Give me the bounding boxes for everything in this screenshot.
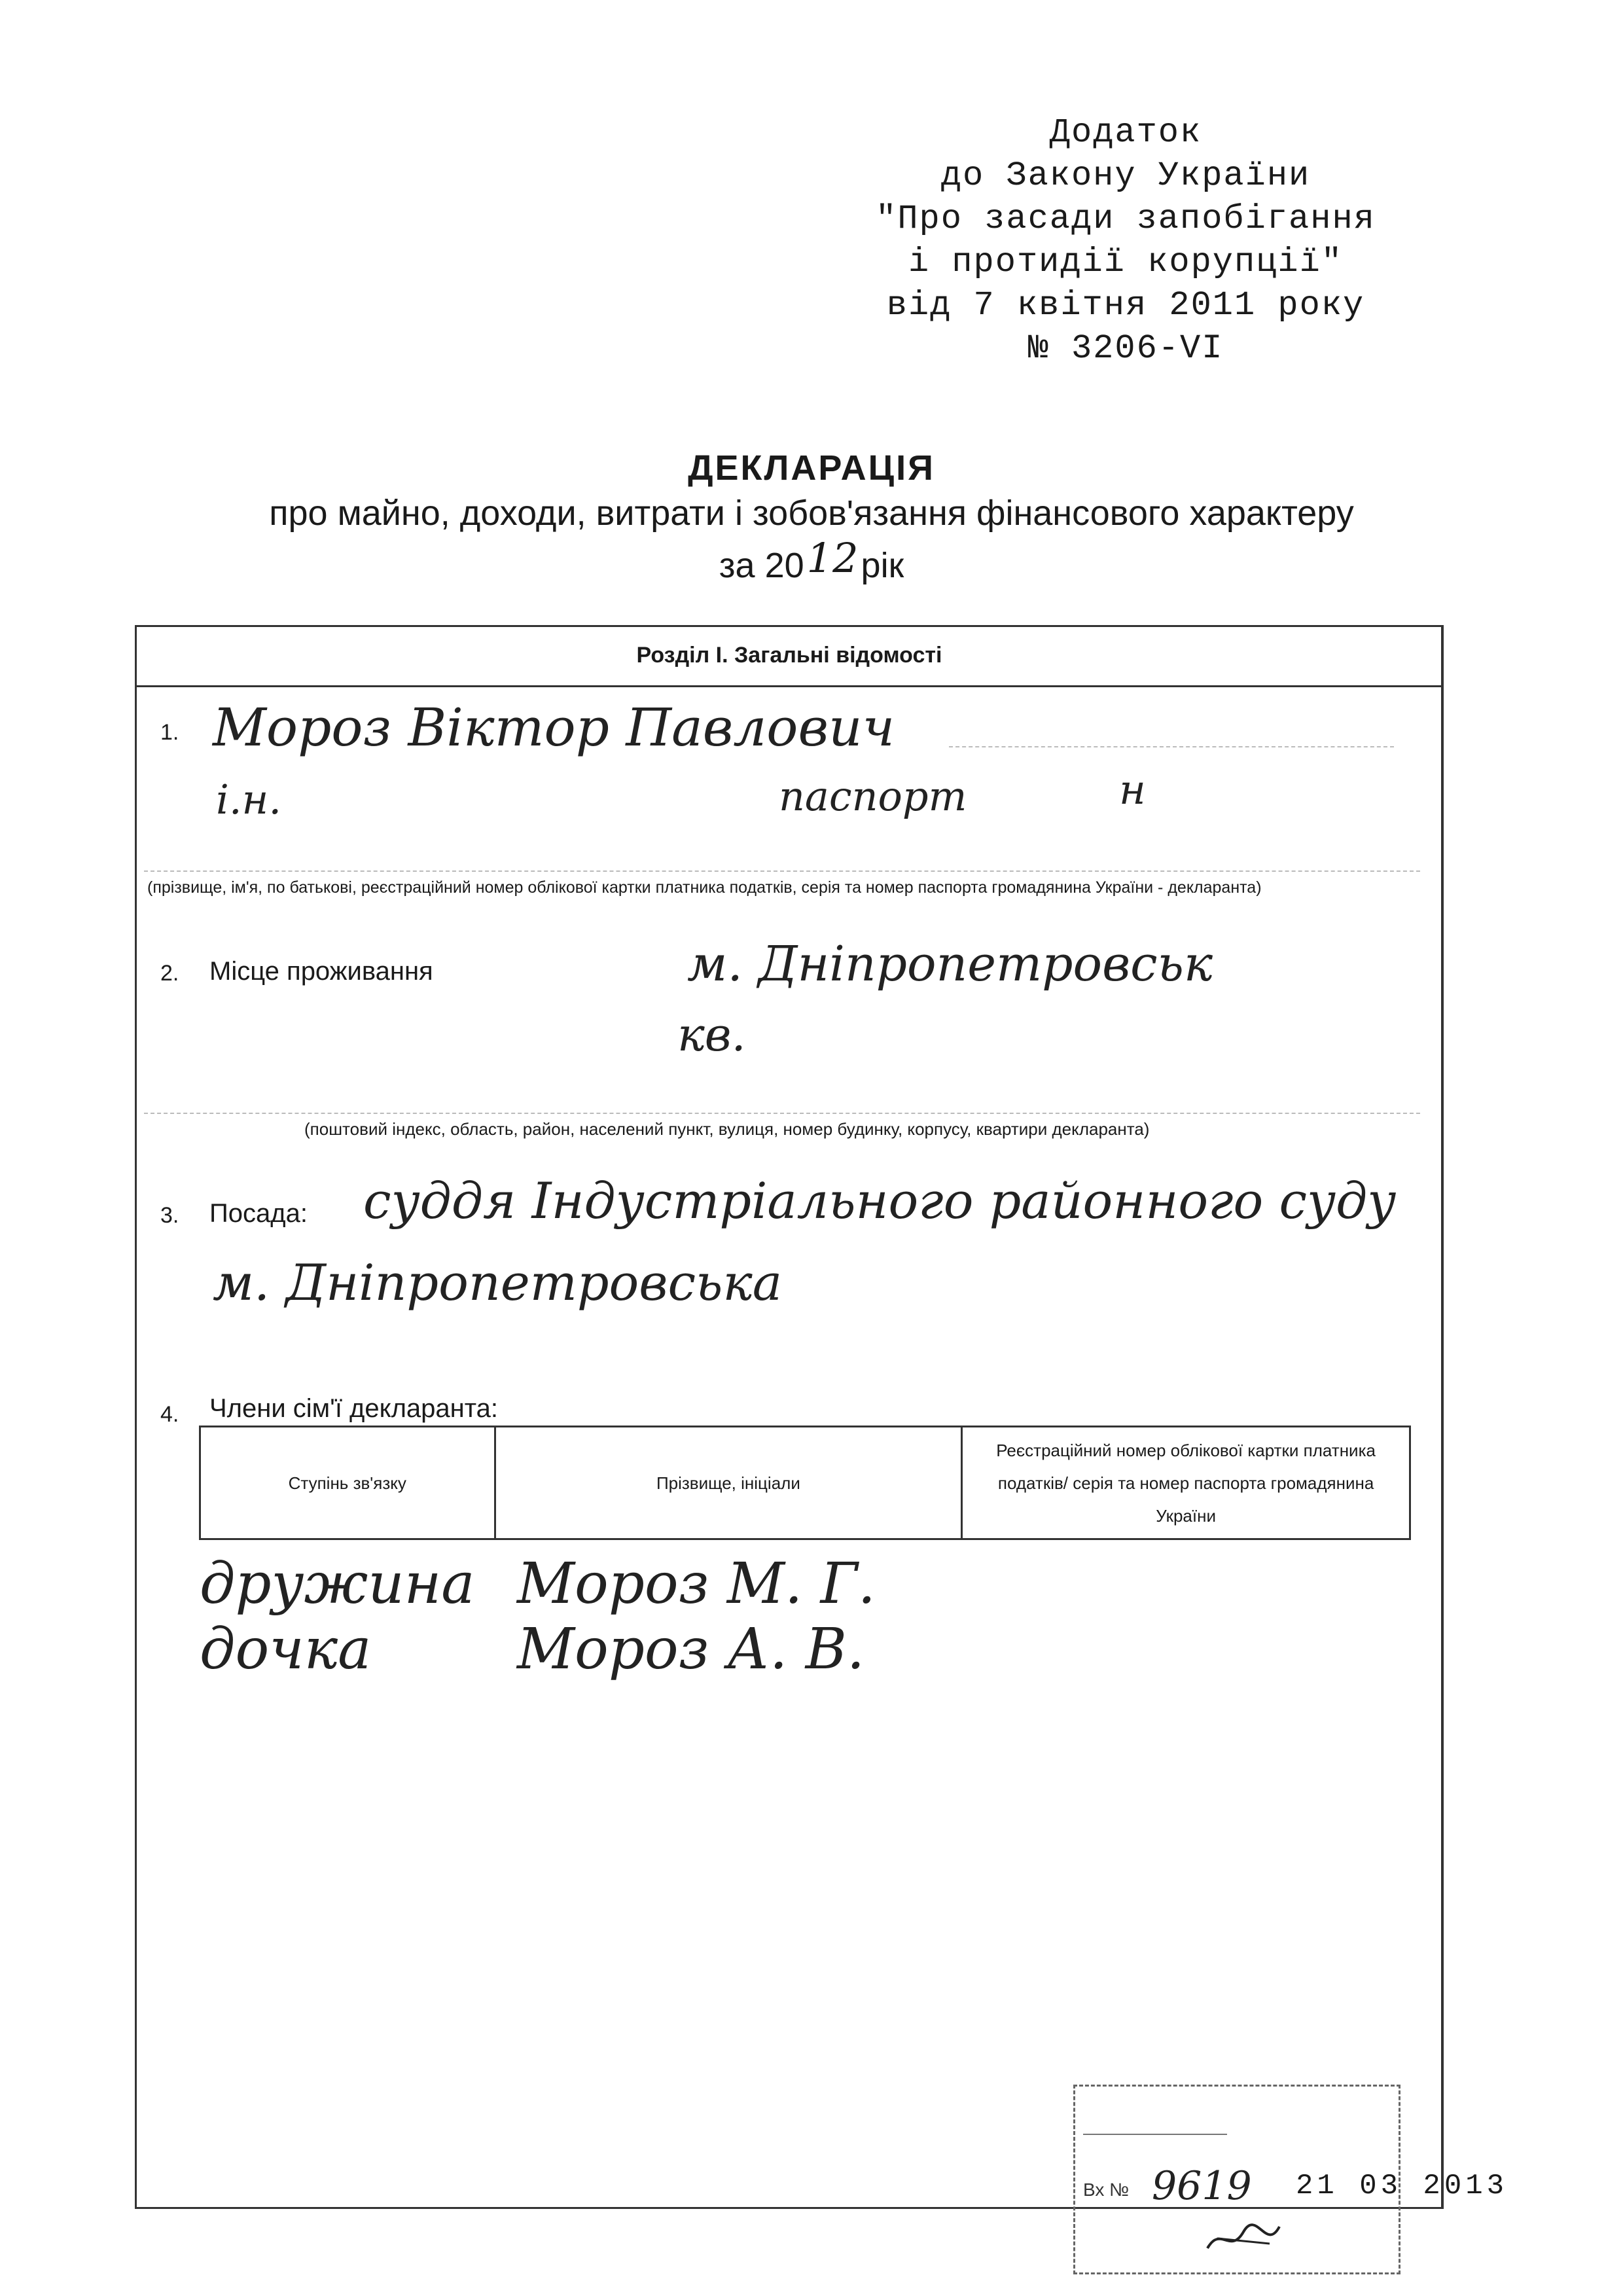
annex-line-4: і протидії корупції" bbox=[908, 243, 1344, 281]
family-relation-2: дочка bbox=[200, 1617, 372, 1682]
family-relation-1: дружина bbox=[200, 1551, 475, 1617]
position-label: Посада: bbox=[209, 1199, 308, 1228]
family-members-label: Члени сім'ї декларанта: bbox=[209, 1394, 498, 1423]
stamp-divider bbox=[1083, 2094, 1227, 2135]
declaration-subtitle: про майно, доходи, витрати і зобов'язання фінансового характеру bbox=[269, 493, 1354, 533]
year-prefix: за 20 bbox=[719, 546, 804, 585]
item-1-caption: (прізвище, ім'я, по батькові, реєстраційний номер облікової картки платника податків, серія та номер паспорта громадянина України - декларанта) bbox=[147, 878, 1262, 897]
column-tax-id: Реєстраційний номер облікової картки платника податків/ серія та номер паспорта громадянина України bbox=[996, 1440, 1376, 1526]
residence-apartment-handwritten: кв. bbox=[677, 1008, 746, 1062]
family-table-header bbox=[199, 1426, 1411, 1540]
item-4-number: 4. bbox=[160, 1402, 179, 1427]
fill-line bbox=[949, 746, 1394, 747]
signature-mark bbox=[1204, 2219, 1283, 2258]
residence-city-handwritten: м. Дніпропетровськ bbox=[687, 936, 1213, 992]
annex-line-5: від 7 квітня 2011 року bbox=[886, 286, 1365, 325]
position-handwritten-line-2: м. Дніпропетровська bbox=[213, 1253, 783, 1312]
declarant-name-handwritten: Мороз Віктор Павлович bbox=[213, 697, 895, 758]
passport-mark-handwritten: н bbox=[1119, 766, 1146, 814]
declaration-title: ДЕКЛАРАЦІЯ bbox=[688, 448, 935, 488]
tax-id-handwritten: і.н. bbox=[216, 776, 282, 823]
annex-line-1: Додаток bbox=[1049, 113, 1202, 152]
declaration-title-block bbox=[131, 445, 1492, 588]
position-handwritten-line-1: суддя Індустріального районного суду bbox=[363, 1172, 1397, 1230]
column-relation: Ступінь зв'язку bbox=[201, 1427, 496, 1538]
annex-line-6: № 3206-VI bbox=[1027, 329, 1224, 368]
item-1-number: 1. bbox=[160, 720, 179, 745]
fill-line bbox=[144, 870, 1420, 872]
section-header: Розділ І. Загальні відомості bbox=[135, 625, 1444, 687]
annex-line-2: до Закону України bbox=[940, 156, 1311, 195]
residence-label: Місце проживання bbox=[209, 957, 433, 986]
declaration-year-line bbox=[131, 535, 1492, 588]
year-handwritten: 12 bbox=[806, 534, 859, 582]
year-suffix: рік bbox=[861, 546, 904, 585]
fill-line bbox=[144, 1113, 1420, 1114]
stamp-prefix: Вх № bbox=[1083, 2179, 1130, 2200]
family-name-1: Мороз М. Г. bbox=[517, 1551, 876, 1617]
column-name: Прізвище, ініціали bbox=[496, 1427, 963, 1538]
stamp-number: 9619 bbox=[1152, 2163, 1252, 2209]
item-3-number: 3. bbox=[160, 1203, 179, 1228]
annex-header bbox=[785, 111, 1466, 370]
item-2-number: 2. bbox=[160, 961, 179, 986]
annex-line-3: "Про засади запобігання bbox=[876, 200, 1376, 238]
item-2-caption: (поштовий індекс, область, район, населений пункт, вулиця, номер будинку, корпусу, квартири декларанта) bbox=[304, 1119, 1150, 1139]
family-name-2: Мороз А. В. bbox=[517, 1617, 865, 1682]
stamp-date: 21 03 2013 bbox=[1296, 2170, 1508, 2202]
passport-handwritten: паспорт bbox=[779, 772, 967, 820]
